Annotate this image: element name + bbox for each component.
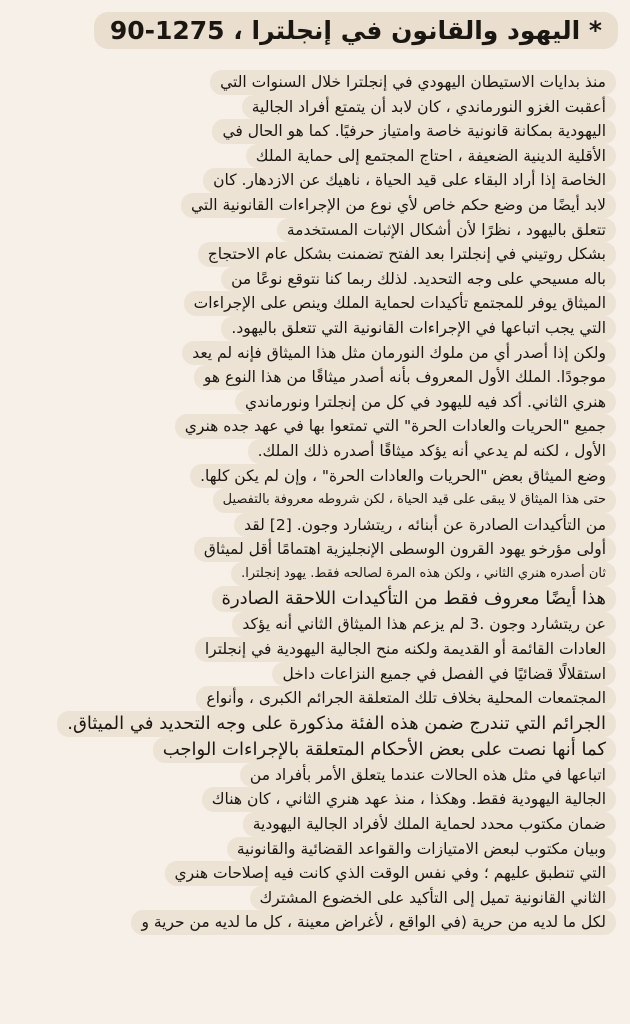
text-line-content: الأول ، لكنه لم يدعي أنه يؤكد ميثاقًا أصدره ذلك الملك.	[248, 439, 616, 464]
text-line	[14, 586, 616, 612]
text-line-content: ضمان مكتوب محدد لحماية الملك لأفراد الجالية اليهودية	[243, 812, 616, 837]
text-line-content: عن ريتشارد وجون .3 لم يزعم هذا الميثاق الثاني أنه يؤكد	[232, 612, 616, 637]
text-line-content: الجرائم التي تندرج ضمن هذه الفئة مذكورة على وجه التحديد في الميثاق.	[57, 711, 616, 737]
page-title: * اليهود والقانون في إنجلترا ، 1275-90	[94, 12, 618, 49]
text-line-content: الخاصة إذا أراد البقاء على قيد الحياة ، ناهيك عن الازدهار. كان	[203, 168, 616, 193]
text-line	[14, 119, 616, 144]
text-line-content: حتى هذا الميثاق لا يبقى على قيد الحياة ، لكن شروطه معروفة بالتفصيل	[213, 488, 616, 513]
text-line	[14, 414, 616, 439]
text-line-content: التي تنطبق عليهم ؛ وفي نفس الوقت الذي كانت فيه إصلاحات هنري	[165, 861, 616, 886]
text-line-content: جميع "الحريات والعادات الحرة" التي تمتعوا بها في عهد جده هنري	[175, 414, 616, 439]
text-line-content: هذا أيضًا معروف فقط من التأكيدات اللاحقة الصادرة	[212, 586, 616, 612]
text-line	[14, 341, 616, 366]
text-line	[14, 267, 616, 292]
text-line	[14, 95, 616, 120]
text-line	[14, 291, 616, 316]
text-line	[14, 70, 616, 95]
text-line	[14, 193, 616, 218]
text-line-content: العادات القائمة أو القديمة ولكنه منح الجالية اليهودية في إنجلترا	[195, 637, 616, 662]
text-line-content: من التأكيدات الصادرة عن أبنائه ، ريتشارد وجون. [2] لقد	[234, 513, 616, 538]
text-line-content: التي يجب اتباعها في الإجراءات القانونية التي تتعلق باليهود.	[221, 316, 616, 341]
text-line	[14, 365, 616, 390]
text-line	[14, 562, 616, 587]
text-line-content: منذ بدايات الاستيطان اليهودي في إنجلترا خلال السنوات التي	[210, 70, 616, 95]
text-line-content: اليهودية بمكانة قانونية خاصة وامتياز حرفيًا. كما هو الحال في	[212, 119, 616, 144]
text-line-content: ولكن إذا أصدر أي من ملوك النورمان مثل هذا الميثاق فإنه لم يعد	[182, 341, 616, 366]
text-line	[14, 662, 616, 687]
text-line-content: لابد أيضًا من وضع حكم خاص لأي نوع من الإجراءات القانونية التي	[181, 193, 616, 218]
title-container	[12, 12, 618, 49]
text-line-content: الثاني القانونية تميل إلى التأكيد على الخضوع المشترك	[250, 886, 616, 911]
text-line-content: أولى مؤرخو يهود القرون الوسطى الإنجليزية اهتمامًا أقل لميثاق	[194, 537, 616, 562]
text-line	[14, 218, 616, 243]
text-line-content: تتعلق باليهود ، نظرًا لأن أشكال الإثبات المستخدمة	[277, 218, 616, 243]
text-line-content: اتباعها في مثل هذه الحالات عندما يتعلق الأمر بأفراد من	[240, 763, 616, 788]
text-line	[14, 464, 616, 489]
text-line	[14, 612, 616, 637]
text-line-content: استقلالًا قضائيًا في الفصل في جميع النزاعات داخل	[272, 662, 616, 687]
text-line-content: وضع الميثاق بعض "الحريات والعادات الحرة" ، وإن لم يكن كلها.	[190, 464, 616, 489]
text-line	[14, 861, 616, 886]
text-line	[14, 886, 616, 911]
text-line-content: ثان أصدره هنري الثاني ، ولكن هذه المرة لصالحه فقط. يهود إنجلترا.	[231, 562, 616, 587]
text-line	[14, 837, 616, 862]
text-line-content: الأقلية الدينية الضعيفة ، احتاج المجتمع إلى حماية الملك	[246, 144, 616, 169]
text-line-content: هنري الثاني. أكد فيه لليهود في كل من إنجلترا ونورماندي	[235, 390, 616, 415]
text-line	[14, 812, 616, 837]
text-line-content: أعقبت الغزو النورماندي ، كان لابد أن يتمتع أفراد الجالية	[242, 95, 616, 120]
text-line	[14, 390, 616, 415]
text-line-content: موجودًا. الملك الأول المعروف بأنه أصدر ميثاقًا من هذا النوع هو	[194, 365, 616, 390]
text-line	[14, 787, 616, 812]
text-line	[14, 439, 616, 464]
text-line	[14, 686, 616, 711]
text-line	[14, 537, 616, 562]
text-line	[14, 763, 616, 788]
text-line	[14, 488, 616, 513]
text-line	[14, 168, 616, 193]
text-line-content: المجتمعات المحلية بخلاف تلك المتعلقة الجرائم الكبرى ، وأنواع	[196, 686, 616, 711]
text-line-content: الميثاق يوفر للمجتمع تأكيدات لحماية الملك وينص على الإجراءات	[184, 291, 616, 316]
text-line-content: بشكل روتيني في إنجلترا بعد الفتح تضمنت بشكل عام الاحتجاج	[198, 242, 616, 267]
text-line	[14, 711, 616, 737]
text-line-content: باله مسيحي على وجه التحديد. لذلك ربما كنا نتوقع نوعًا من	[221, 267, 616, 292]
text-line	[14, 513, 616, 538]
text-line-content: لكل ما لديه من حرية (في الواقع ، لأغراض معينة ، كل ما لديه من حرية و	[131, 910, 616, 935]
text-line-content: وبيان مكتوب لبعض الامتيازات والقواعد القضائية والقانونية	[227, 837, 616, 862]
text-line	[14, 637, 616, 662]
text-line	[14, 144, 616, 169]
text-line	[14, 910, 616, 935]
text-line-content: الجالية اليهودية فقط. وهكذا ، منذ عهد هنري الثاني ، كان هناك	[202, 787, 616, 812]
text-line	[14, 242, 616, 267]
text-line	[14, 737, 616, 763]
text-line	[14, 316, 616, 341]
body-text	[14, 70, 616, 935]
text-line-content: كما أنها نصت على بعض الأحكام المتعلقة بالإجراءات الواجب	[153, 737, 616, 763]
